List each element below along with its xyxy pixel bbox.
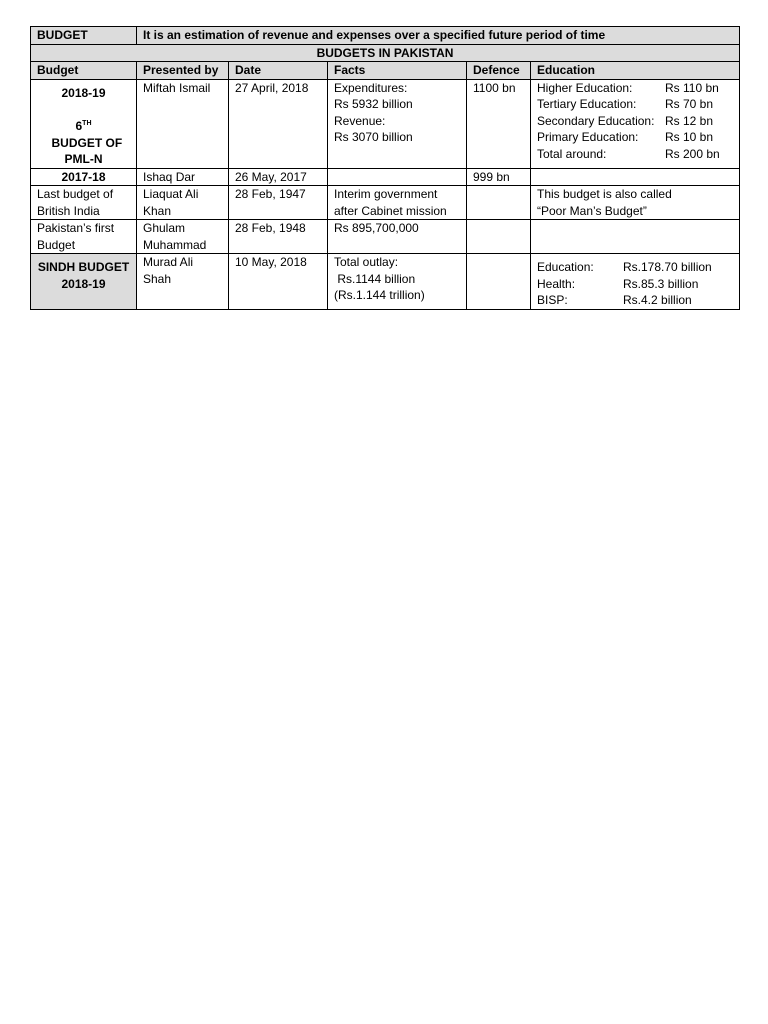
- budget-line: SINDH BUDGET: [37, 260, 130, 274]
- education-cell: [531, 254, 740, 310]
- facts-cell: [328, 79, 467, 168]
- defence-cell: 999 bn: [467, 168, 531, 186]
- education-cell: [531, 220, 740, 254]
- education-item: Primary Education: Rs 10 bn: [537, 130, 714, 144]
- budget-subtitle: 6TH BUDGET OF: [44, 119, 123, 150]
- budget-year: 2018-19: [61, 85, 106, 100]
- header-education: Education: [531, 62, 740, 80]
- presented-by-cell: Ghulam Muhammad: [137, 220, 229, 254]
- education-cell: [531, 186, 740, 220]
- section-title: BUDGETS IN PAKISTAN: [31, 44, 740, 62]
- date-cell: 26 May, 2017: [229, 168, 328, 186]
- facts-cell: Interim government after Cabinet mission: [328, 186, 467, 220]
- education-item: Secondary Education: Rs 12 bn: [537, 113, 714, 128]
- presented-by-cell: Ishaq Dar: [137, 168, 229, 186]
- definition-text: It is an estimation of revenue and expenses over a specified future period of time: [137, 27, 740, 45]
- facts-line: Revenue:: [334, 113, 386, 128]
- education-item: Higher Education: Rs 110 bn: [537, 80, 719, 95]
- budget-cell: Last budget of British India: [31, 186, 137, 220]
- table-row: [31, 79, 740, 168]
- header-budget: Budget: [31, 62, 137, 80]
- table-row: [31, 254, 740, 310]
- section-title-row: [31, 44, 740, 62]
- defence-cell: [467, 186, 531, 220]
- header-date: Date: [229, 62, 328, 80]
- facts-line: Rs.1144 billion: [334, 271, 416, 286]
- budgets-table: [30, 26, 740, 310]
- budget-cell: [31, 254, 137, 310]
- defence-cell: [467, 254, 531, 310]
- education-item: Education: Rs.178.70 billion: [537, 260, 712, 274]
- date-cell: 27 April, 2018: [229, 79, 328, 168]
- definition-term: BUDGET: [31, 27, 137, 45]
- budget-cell: [31, 79, 137, 168]
- facts-line: Rs 5932 billion: [334, 97, 413, 111]
- facts-cell: Rs 895,700,000: [328, 220, 467, 254]
- facts-line: Total outlay:: [334, 255, 399, 269]
- table-row: [31, 186, 740, 220]
- date-cell: 28 Feb, 1948: [229, 220, 328, 254]
- education-cell: [531, 168, 740, 186]
- education-note: This budget is also called: [537, 187, 672, 201]
- header-facts: Facts: [328, 62, 467, 80]
- budget-subtitle-line2: PML-N: [64, 152, 103, 166]
- header-row: [31, 62, 740, 80]
- budget-cell: 2017-18: [31, 168, 137, 186]
- budget-cell: Pakistan’s first Budget: [31, 220, 137, 254]
- education-item: BISP: Rs.4.2 billion: [537, 293, 692, 307]
- defence-cell: [467, 220, 531, 254]
- education-cell: [531, 79, 740, 168]
- defence-cell: 1100 bn: [467, 79, 531, 168]
- presented-by-cell: Liaquat Ali Khan: [137, 186, 229, 220]
- facts-cell: [328, 254, 467, 310]
- education-item: Tertiary Education: Rs 70 bn: [537, 97, 714, 111]
- date-cell: 28 Feb, 1947: [229, 186, 328, 220]
- facts-cell: [328, 168, 467, 186]
- table-row: [31, 220, 740, 254]
- date-cell: 10 May, 2018: [229, 254, 328, 310]
- header-defence: Defence: [467, 62, 531, 80]
- definition-row: [31, 27, 740, 45]
- presented-by-cell: Murad Ali Shah: [137, 254, 229, 310]
- facts-line: (Rs.1.144 trillion): [334, 288, 425, 302]
- facts-line: Rs 3070 billion: [334, 130, 413, 144]
- education-item: Health: Rs.85.3 billion: [537, 276, 699, 291]
- education-item: Total around: Rs 200 bn: [537, 146, 720, 161]
- presented-by-cell: Miftah Ismail: [137, 79, 229, 168]
- document-page: [30, 26, 739, 310]
- facts-line: Expenditures:: [334, 80, 408, 95]
- table-row: [31, 168, 740, 186]
- budget-line: 2018-19: [61, 276, 106, 291]
- header-presented-by: Presented by: [137, 62, 229, 80]
- education-note-quote: “Poor Man’s Budget”: [537, 203, 647, 218]
